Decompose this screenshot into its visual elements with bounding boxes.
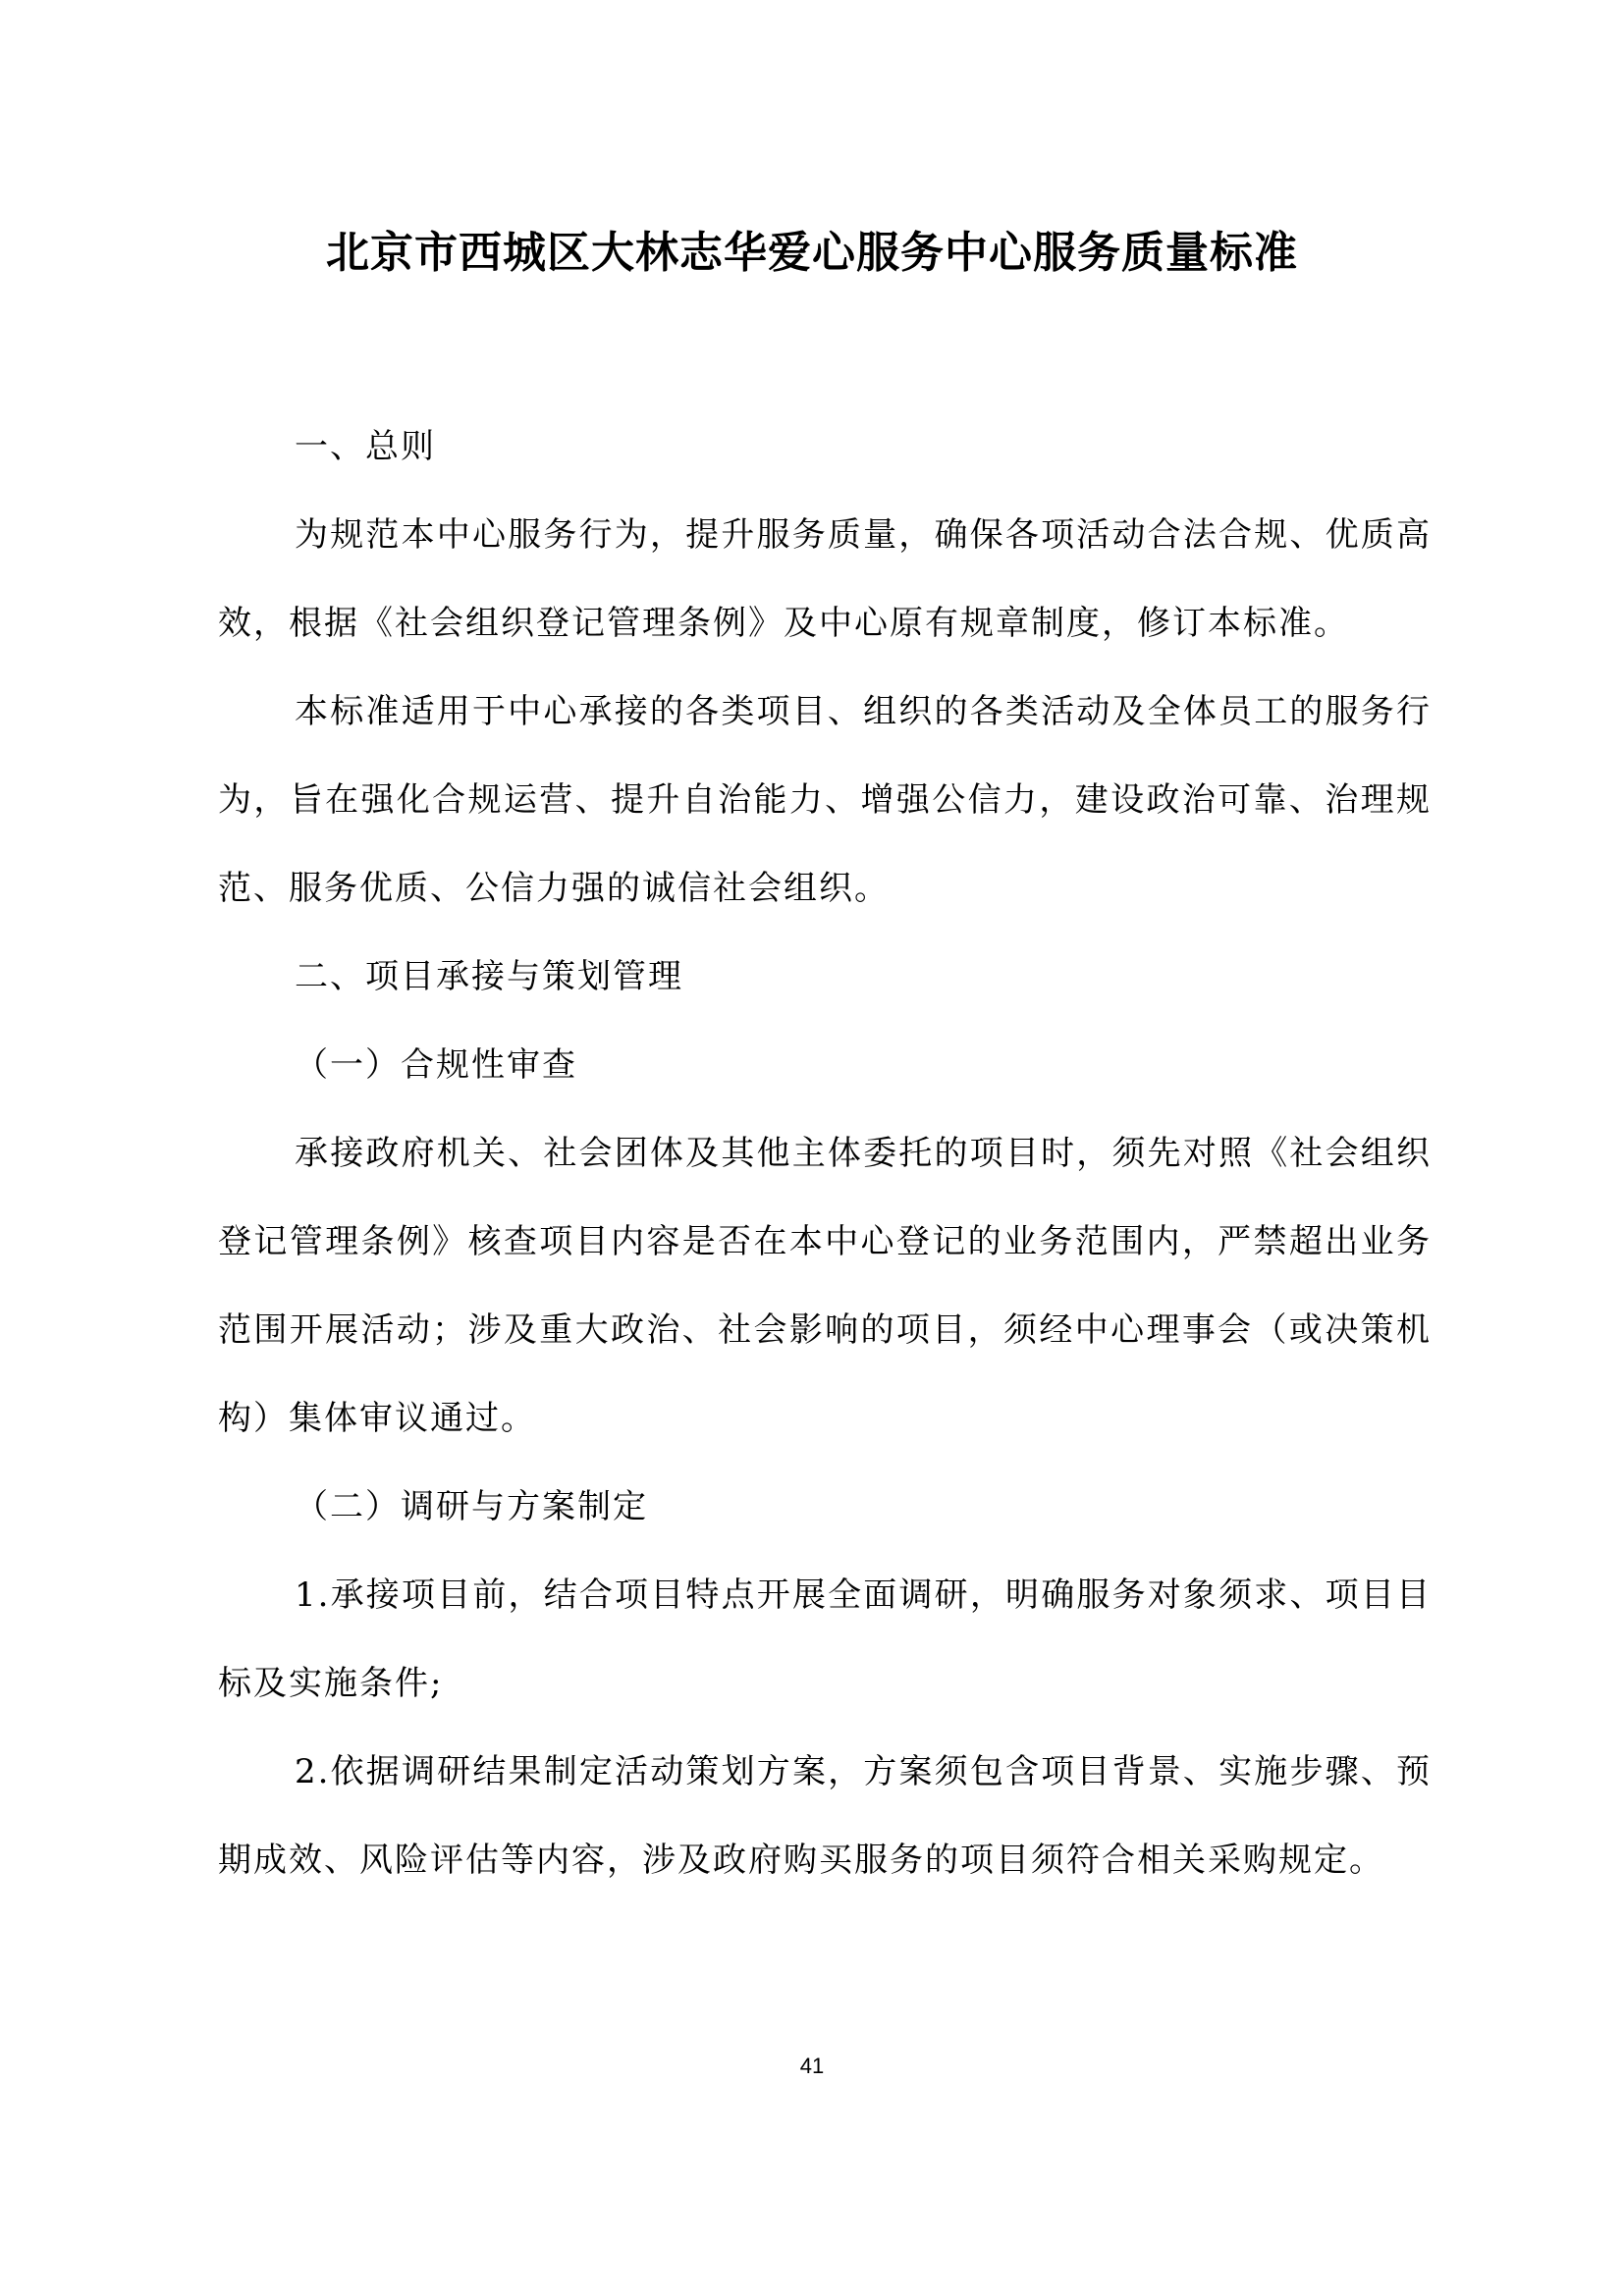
paragraph: 承接政府机关、社会团体及其他主体委托的项目时，须先对照《社会组织登记管理条例》核查项目内容是否在本中心登记的业务范围内，严禁超出业务范围开展活动；涉及重大政治、社会影响的项目，须经中心理事会（或决策机构）集体审议通过。 <box>218 1134 1432 1438</box>
paragraph: 本标准适用于中心承接的各类项目、组织的各类活动及全体员工的服务行为，旨在强化合规运营、提升自治能力、增强公信力，建设政治可靠、治理规范、服务优质、公信力强的诚信社会组织。 <box>218 692 1432 908</box>
page-number: 41 <box>799 2054 825 2078</box>
paragraph: 为规范本中心服务行为，提升服务质量，确保各项活动合法合规、优质高效，根据《社会组织登记管理条例》及中心原有规章制度，修订本标准。 <box>218 515 1432 643</box>
paragraph: 1.承接项目前，结合项目特点开展全面调研，明确服务对象须求、项目目标及实施条件; <box>218 1575 1432 1703</box>
document-title: 北京市西城区大林志华爱心服务中心服务质量标准 <box>326 228 1298 278</box>
paragraph: 2.依据调研结果制定活动策划方案，方案须包含项目背景、实施步骤、预期成效、风险评估等内容，涉及政府购买服务的项目须符合相关采购规定。 <box>218 1752 1432 1880</box>
subheading-research: （二）调研与方案制定 <box>295 1487 648 1526</box>
subheading-compliance: （一）合规性审查 <box>295 1045 577 1085</box>
section-heading-project: 二、项目承接与策划管理 <box>295 957 683 996</box>
document-body <box>218 402 1432 1904</box>
section-heading-general: 一、总则 <box>295 427 436 466</box>
